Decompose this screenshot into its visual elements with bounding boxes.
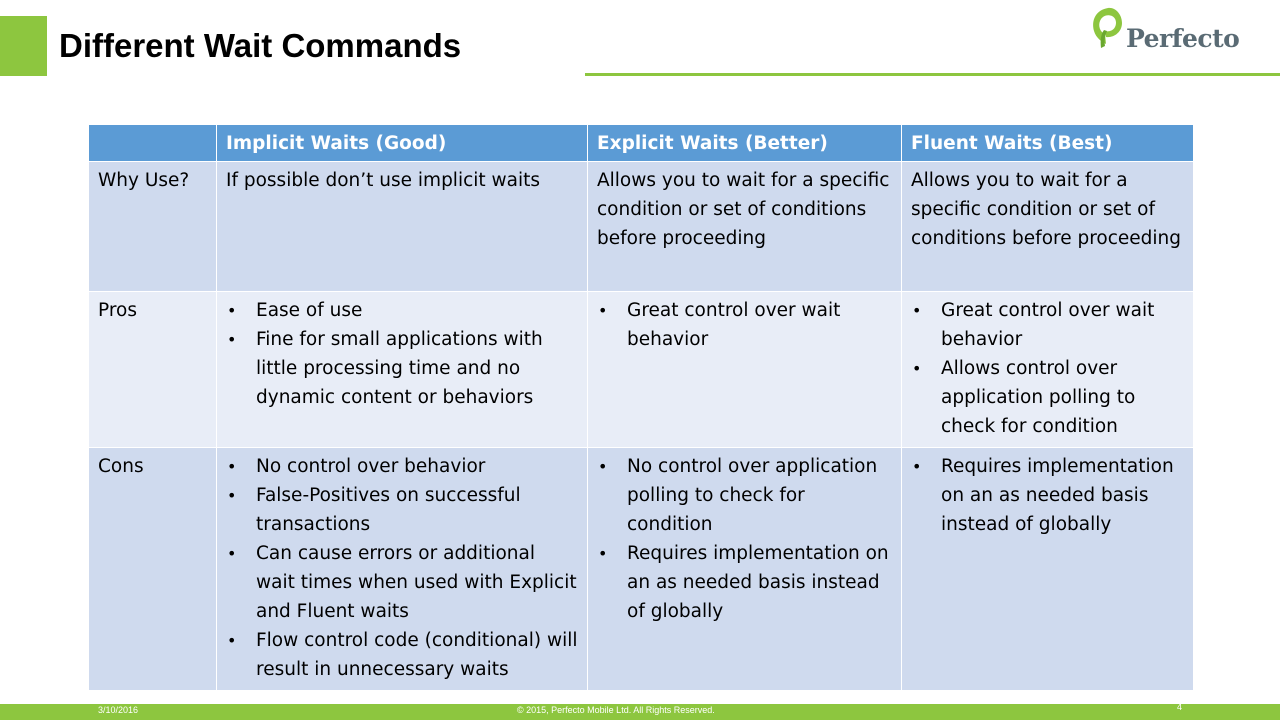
cell-cons-fluent xyxy=(902,448,1194,691)
bullet-dot-icon: • xyxy=(227,330,237,349)
bullet-list xyxy=(597,296,892,354)
bullet-text: Ease of use xyxy=(256,300,363,321)
bullet-text: No control over behavior xyxy=(256,456,486,477)
bullet-item xyxy=(597,296,892,354)
bullet-item xyxy=(226,452,578,481)
bullet-item xyxy=(226,296,578,325)
bullet-item xyxy=(226,626,578,684)
bullet-list xyxy=(911,452,1184,539)
bullet-dot-icon: • xyxy=(912,457,922,476)
bullet-text: Requires implementation on an as needed basis instead of globally xyxy=(627,543,889,622)
logo-wordmark: Perfecto xyxy=(1126,24,1240,53)
perfecto-logo xyxy=(1086,4,1256,62)
cell-why-implicit: If possible don’t use implicit waits xyxy=(217,162,588,292)
cell-cons-explicit xyxy=(588,448,902,691)
bullet-item xyxy=(911,296,1184,354)
bullet-dot-icon: • xyxy=(912,301,922,320)
cell-pros-implicit xyxy=(217,292,588,448)
bullet-item xyxy=(597,452,892,539)
bullet-item xyxy=(226,539,578,626)
cell-cons-implicit xyxy=(217,448,588,691)
bullet-text: Flow control code (conditional) will result in unnecessary waits xyxy=(256,630,578,680)
bullet-item xyxy=(911,354,1184,441)
footer-date: 3/10/2016 xyxy=(98,705,139,715)
table-row-why-use xyxy=(89,162,1194,292)
page-number: 4 xyxy=(1177,702,1183,712)
bullet-dot-icon: • xyxy=(227,544,237,563)
perfecto-leaf-icon xyxy=(1088,4,1128,54)
bullet-text: Fine for small applications with little processing time and no dynamic content or behaviors xyxy=(256,329,543,408)
bullet-dot-icon: • xyxy=(227,457,237,476)
table-row-cons xyxy=(89,448,1194,691)
slide-title: Different Wait Commands xyxy=(59,27,462,64)
title-accent-block xyxy=(0,16,47,76)
bullet-dot-icon: • xyxy=(598,544,608,563)
bullet-item xyxy=(226,325,578,412)
bullet-dot-icon: • xyxy=(227,301,237,320)
bullet-text: Allows control over application polling to check for condition xyxy=(941,358,1136,437)
wait-commands-table xyxy=(88,124,1194,691)
bullet-text: Great control over wait behavior xyxy=(627,300,841,350)
table-row-pros xyxy=(89,292,1194,448)
bullet-item xyxy=(226,481,578,539)
header-cell-empty xyxy=(89,125,217,162)
bullet-dot-icon: • xyxy=(227,486,237,505)
bullet-text: Requires implementation on an as needed basis instead of globally xyxy=(941,456,1174,535)
cell-pros-fluent xyxy=(902,292,1194,448)
cell-why-fluent: Allows you to wait for a specific condition or set of conditions before proceeding xyxy=(902,162,1194,292)
bullet-list xyxy=(226,296,578,412)
bullet-list xyxy=(911,296,1184,441)
bullet-item xyxy=(597,539,892,626)
bullet-text: False-Positives on successful transactions xyxy=(256,485,521,535)
header-cell-implicit: Implicit Waits (Good) xyxy=(217,125,588,162)
bullet-text: Great control over wait behavior xyxy=(941,300,1155,350)
bullet-list xyxy=(226,452,578,684)
header-cell-explicit: Explicit Waits (Better) xyxy=(588,125,902,162)
title-accent-divider xyxy=(47,16,49,76)
cell-why-explicit: Allows you to wait for a specific condition or set of conditions before proceeding xyxy=(588,162,902,292)
table-header-row xyxy=(89,125,1194,162)
bullet-item xyxy=(911,452,1184,539)
row-label-pros: Pros xyxy=(89,292,217,448)
bullet-dot-icon: • xyxy=(227,631,237,650)
row-label-cons: Cons xyxy=(89,448,217,691)
footer-copyright: © 2015, Perfecto Mobile Ltd. All Rights Reserved. xyxy=(517,705,715,715)
bullet-dot-icon: • xyxy=(598,457,608,476)
bullet-text: No control over application polling to check for condition xyxy=(627,456,878,535)
bullet-list xyxy=(597,452,892,626)
cell-pros-explicit xyxy=(588,292,902,448)
bullet-dot-icon: • xyxy=(598,301,608,320)
bullet-dot-icon: • xyxy=(912,359,922,378)
row-label-why-use: Why Use? xyxy=(89,162,217,292)
bullet-text: Can cause errors or additional wait times when used with Explicit and Fluent waits xyxy=(256,543,577,622)
header-cell-fluent: Fluent Waits (Best) xyxy=(902,125,1194,162)
header-rule xyxy=(585,73,1280,76)
